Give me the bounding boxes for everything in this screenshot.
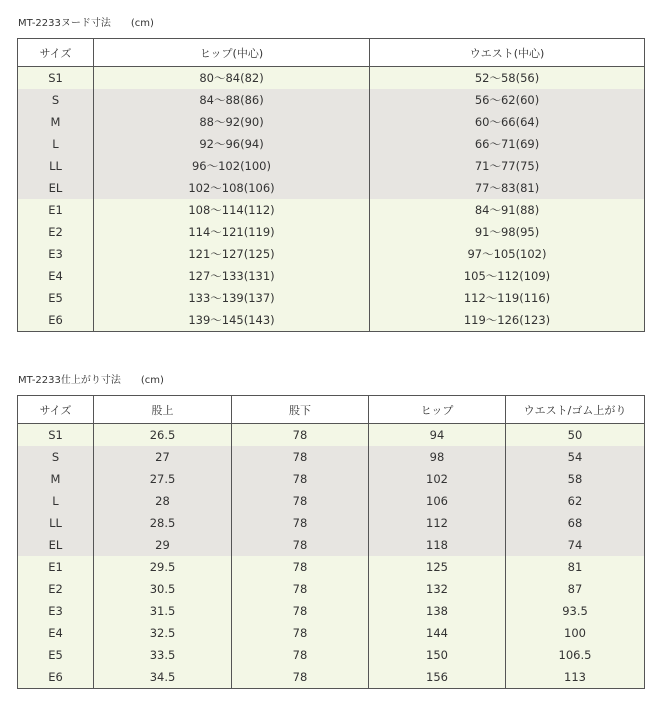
size-cell: S1 — [18, 424, 94, 447]
table-row — [18, 534, 645, 556]
value-cell: 98 — [369, 446, 506, 468]
value-cell: 88～92(90) — [94, 111, 370, 133]
finished-size-caption: MT-2233仕上がり寸法 (cm) — [18, 375, 164, 386]
value-cell: 78 — [232, 622, 369, 644]
value-cell: 66～71(69) — [370, 133, 645, 155]
value-cell: 81 — [506, 556, 645, 578]
size-cell: E6 — [18, 666, 94, 689]
size-cell: S1 — [18, 67, 94, 90]
value-cell: 118 — [369, 534, 506, 556]
table-row — [18, 265, 645, 287]
value-cell: 27 — [94, 446, 232, 468]
column-header-waist-elastic: ウエスト/ゴム上がり — [506, 396, 645, 424]
value-cell: 84～88(86) — [94, 89, 370, 111]
value-cell: 102 — [369, 468, 506, 490]
size-cell: E1 — [18, 556, 94, 578]
column-header-hip: ヒップ — [369, 396, 506, 424]
value-cell: 78 — [232, 424, 369, 447]
value-cell: 62 — [506, 490, 645, 512]
value-cell: 106 — [369, 490, 506, 512]
value-cell: 133～139(137) — [94, 287, 370, 309]
value-cell: 71～77(75) — [370, 155, 645, 177]
size-cell: E6 — [18, 309, 94, 332]
value-cell: 105～112(109) — [370, 265, 645, 287]
value-cell: 84～91(88) — [370, 199, 645, 221]
column-header-size: サイズ — [18, 39, 94, 67]
value-cell: 91～98(95) — [370, 221, 645, 243]
size-cell: E2 — [18, 578, 94, 600]
value-cell: 108～114(112) — [94, 199, 370, 221]
value-cell: 114～121(119) — [94, 221, 370, 243]
value-cell: 58 — [506, 468, 645, 490]
value-cell: 121～127(125) — [94, 243, 370, 265]
size-cell: E3 — [18, 243, 94, 265]
table-row — [18, 221, 645, 243]
value-cell: 150 — [369, 644, 506, 666]
table-header-row — [18, 39, 645, 67]
value-cell: 92～96(94) — [94, 133, 370, 155]
table-row — [18, 243, 645, 265]
nude-size-caption: MT-2233ヌード寸法 (cm) — [18, 18, 154, 29]
value-cell: 29.5 — [94, 556, 232, 578]
value-cell: 28.5 — [94, 512, 232, 534]
value-cell: 132 — [369, 578, 506, 600]
value-cell: 56～62(60) — [370, 89, 645, 111]
table-row — [18, 468, 645, 490]
column-header-size: サイズ — [18, 396, 94, 424]
table-row — [18, 446, 645, 468]
size-cell: E3 — [18, 600, 94, 622]
value-cell: 100 — [506, 622, 645, 644]
table-row — [18, 490, 645, 512]
table-row — [18, 309, 645, 332]
size-cell: E4 — [18, 622, 94, 644]
table-row — [18, 424, 645, 447]
size-cell: EL — [18, 534, 94, 556]
size-cell: LL — [18, 155, 94, 177]
value-cell: 97～105(102) — [370, 243, 645, 265]
value-cell: 78 — [232, 446, 369, 468]
table-row — [18, 177, 645, 199]
value-cell: 125 — [369, 556, 506, 578]
value-cell: 113 — [506, 666, 645, 689]
value-cell: 94 — [369, 424, 506, 447]
value-cell: 77～83(81) — [370, 177, 645, 199]
value-cell: 74 — [506, 534, 645, 556]
value-cell: 78 — [232, 468, 369, 490]
value-cell: 139～145(143) — [94, 309, 370, 332]
size-cell: E5 — [18, 644, 94, 666]
value-cell: 32.5 — [94, 622, 232, 644]
value-cell: 119～126(123) — [370, 309, 645, 332]
value-cell: 127～133(131) — [94, 265, 370, 287]
value-cell: 78 — [232, 578, 369, 600]
value-cell: 29 — [94, 534, 232, 556]
value-cell: 78 — [232, 644, 369, 666]
table-row — [18, 622, 645, 644]
table-row — [18, 666, 645, 689]
value-cell: 27.5 — [94, 468, 232, 490]
value-cell: 78 — [232, 666, 369, 689]
size-cell: EL — [18, 177, 94, 199]
value-cell: 50 — [506, 424, 645, 447]
column-header-inseam: 股下 — [232, 396, 369, 424]
value-cell: 144 — [369, 622, 506, 644]
size-cell: S — [18, 446, 94, 468]
value-cell: 78 — [232, 534, 369, 556]
column-header-waist: ウエスト(中心) — [370, 39, 645, 67]
value-cell: 52～58(56) — [370, 67, 645, 90]
value-cell: 28 — [94, 490, 232, 512]
value-cell: 34.5 — [94, 666, 232, 689]
table-row — [18, 89, 645, 111]
column-header-hip: ヒップ(中心) — [94, 39, 370, 67]
column-header-rise: 股上 — [94, 396, 232, 424]
table-row — [18, 578, 645, 600]
size-cell: L — [18, 133, 94, 155]
size-cell: E2 — [18, 221, 94, 243]
table-row — [18, 133, 645, 155]
table-row — [18, 199, 645, 221]
value-cell: 138 — [369, 600, 506, 622]
size-cell: LL — [18, 512, 94, 534]
value-cell: 80～84(82) — [94, 67, 370, 90]
value-cell: 54 — [506, 446, 645, 468]
size-cell: E5 — [18, 287, 94, 309]
value-cell: 87 — [506, 578, 645, 600]
size-cell: S — [18, 89, 94, 111]
table-row — [18, 600, 645, 622]
nude-size-table — [17, 38, 645, 332]
value-cell: 68 — [506, 512, 645, 534]
value-cell: 78 — [232, 600, 369, 622]
table-header-row — [18, 396, 645, 424]
value-cell: 156 — [369, 666, 506, 689]
size-cell: E1 — [18, 199, 94, 221]
value-cell: 78 — [232, 556, 369, 578]
value-cell: 106.5 — [506, 644, 645, 666]
table-row — [18, 287, 645, 309]
value-cell: 112～119(116) — [370, 287, 645, 309]
value-cell: 102～108(106) — [94, 177, 370, 199]
table-row — [18, 644, 645, 666]
value-cell: 78 — [232, 512, 369, 534]
value-cell: 30.5 — [94, 578, 232, 600]
value-cell: 78 — [232, 490, 369, 512]
size-cell: M — [18, 111, 94, 133]
table-row — [18, 155, 645, 177]
size-cell: E4 — [18, 265, 94, 287]
value-cell: 96～102(100) — [94, 155, 370, 177]
value-cell: 93.5 — [506, 600, 645, 622]
value-cell: 26.5 — [94, 424, 232, 447]
value-cell: 31.5 — [94, 600, 232, 622]
table-row — [18, 556, 645, 578]
table-row — [18, 67, 645, 90]
size-cell: L — [18, 490, 94, 512]
finished-size-table — [17, 395, 645, 689]
value-cell: 112 — [369, 512, 506, 534]
table-row — [18, 111, 645, 133]
table-row — [18, 512, 645, 534]
value-cell: 33.5 — [94, 644, 232, 666]
value-cell: 60～66(64) — [370, 111, 645, 133]
size-cell: M — [18, 468, 94, 490]
